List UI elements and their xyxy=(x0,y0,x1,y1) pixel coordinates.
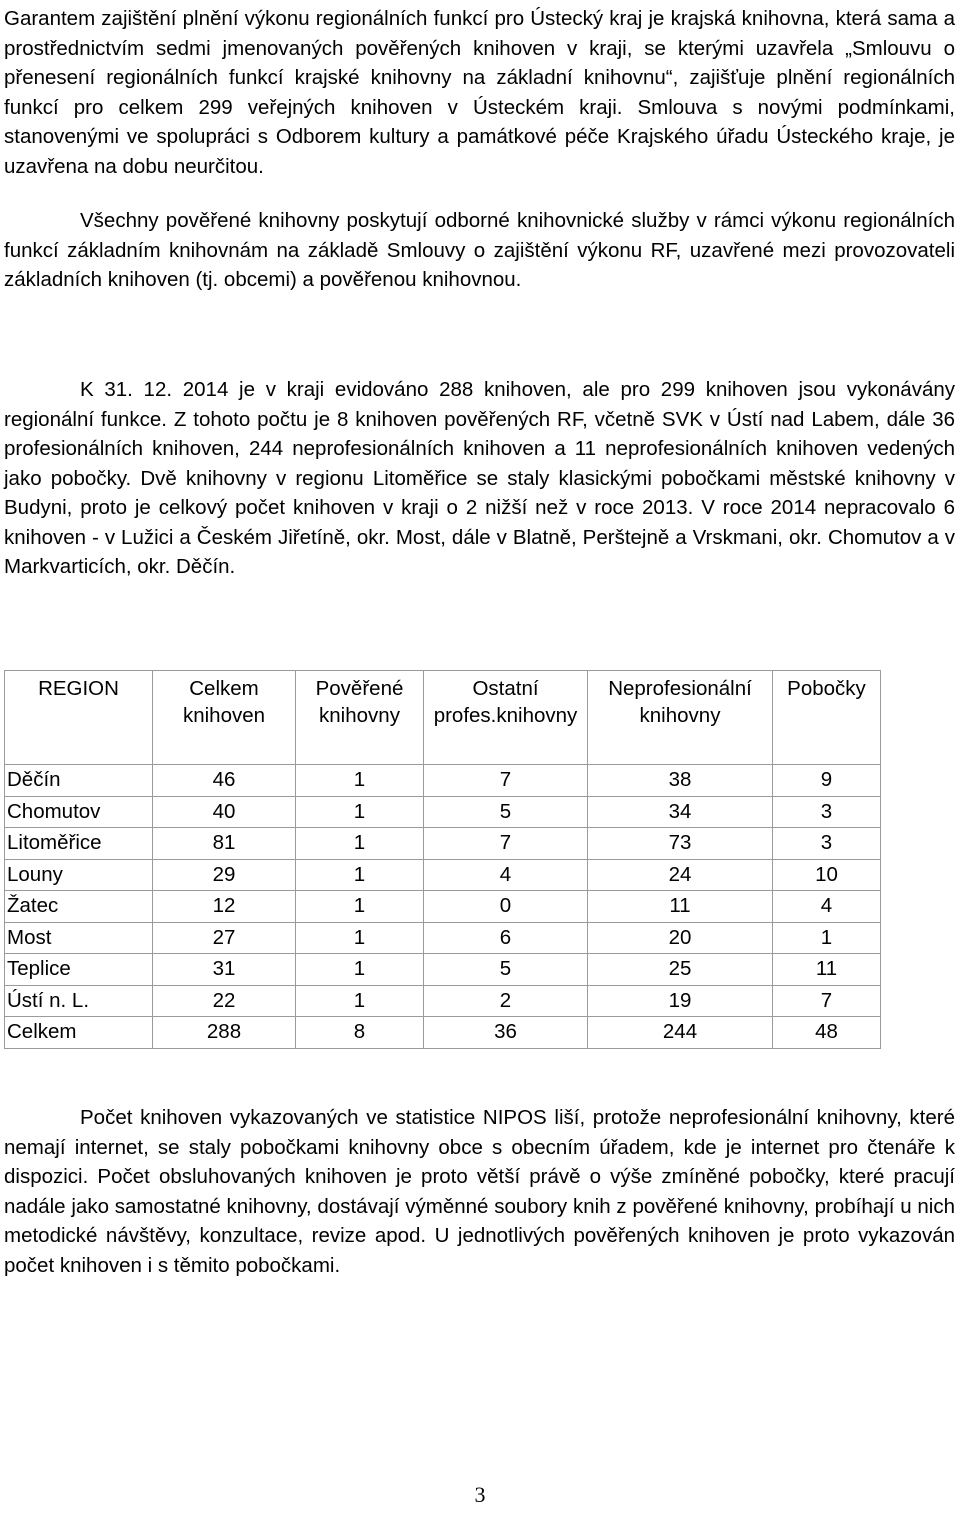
table-row xyxy=(5,1017,881,1049)
value-cell: 1 xyxy=(296,828,424,860)
page-number: 3 xyxy=(474,1482,486,1507)
value-cell: 38 xyxy=(588,765,773,797)
value-cell: 3 xyxy=(773,828,881,860)
header-total-libraries: Celkem knihoven xyxy=(153,671,296,765)
header-other-professional: Ostatní profes.knihovny xyxy=(424,671,588,765)
paragraph-library-counts: K 31. 12. 2014 je v kraji evidováno 288 knihoven, ale pro 299 knihoven jsou vykonávány regionální funkce. Z tohoto počtu je 8 knihoven pověřených RF, včetně SVK v Ústí nad Labem, dále 36 profesionálních knihoven, 244 neprofesionálních knihoven a 11 neprofesionálních knihoven vedených jako pobočky. Dvě knihovny v regionu Litoměřice se staly klasickými pobočkami městské knihovny v Budyni, proto je celkový počet knihoven v kraji o 2 nižší než v roce 2013. V roce 2014 nepracovalo 6 knihoven - v Lužici a Českém Jiřetíně, okr. Most, dále v Blatně, Perštejně a Vrskmani, okr. Chomutov a v Markvarticích, okr. Děčín. xyxy=(4,378,955,578)
value-cell: 31 xyxy=(153,954,296,986)
value-cell: 73 xyxy=(588,828,773,860)
table-row xyxy=(5,765,881,797)
value-cell: 46 xyxy=(153,765,296,797)
table-header-row xyxy=(5,671,881,765)
value-cell: 7 xyxy=(424,765,588,797)
value-cell: 10 xyxy=(773,859,881,891)
value-cell: 1 xyxy=(296,796,424,828)
value-cell: 1 xyxy=(296,765,424,797)
value-cell: 19 xyxy=(588,985,773,1017)
header-region: REGION xyxy=(5,671,153,765)
value-cell: 11 xyxy=(773,954,881,986)
header-branches: Pobočky xyxy=(773,671,881,765)
value-cell: 1 xyxy=(296,891,424,923)
region-name-cell: Most xyxy=(5,922,153,954)
value-cell: 11 xyxy=(588,891,773,923)
value-cell: 81 xyxy=(153,828,296,860)
region-name-cell: Celkem xyxy=(5,1017,153,1049)
value-cell: 1 xyxy=(296,922,424,954)
value-cell: 2 xyxy=(424,985,588,1017)
value-cell: 1 xyxy=(296,985,424,1017)
value-cell: 3 xyxy=(773,796,881,828)
table-body xyxy=(5,765,881,1049)
value-cell: 7 xyxy=(773,985,881,1017)
library-statistics-table xyxy=(4,670,881,1049)
value-cell: 25 xyxy=(588,954,773,986)
value-cell: 5 xyxy=(424,954,588,986)
region-name-cell: Děčín xyxy=(5,765,153,797)
region-name-cell: Ústí n. L. xyxy=(5,985,153,1017)
table-row xyxy=(5,859,881,891)
paragraph-nipos-statistics: Počet knihoven vykazovaných ve statistice NIPOS liší, protože neprofesionální knihovny, které nemají internet, se staly pobočkami knihovny obce s obecním úřadem, kde je internet pro čtenáře k dispozici. Počet obsluhovaných knihoven je proto větší právě o výše zmíněné pobočky, které pracují nadále jako samostatné knihovny, dostávají výměnné soubory knih z pověřené knihovny, probíhají u nich metodické návštěvy, konzultace, revize apod. U jednotlivých pověřených knihoven je proto vykazován počet knihoven i s těmito pobočkami. xyxy=(4,1106,955,1277)
value-cell: 24 xyxy=(588,859,773,891)
value-cell: 0 xyxy=(424,891,588,923)
value-cell: 4 xyxy=(773,891,881,923)
value-cell: 22 xyxy=(153,985,296,1017)
value-cell: 34 xyxy=(588,796,773,828)
table-row xyxy=(5,985,881,1017)
value-cell: 1 xyxy=(773,922,881,954)
value-cell: 6 xyxy=(424,922,588,954)
value-cell: 29 xyxy=(153,859,296,891)
region-name-cell: Louny xyxy=(5,859,153,891)
table-row xyxy=(5,922,881,954)
value-cell: 1 xyxy=(296,954,424,986)
value-cell: 48 xyxy=(773,1017,881,1049)
table-row xyxy=(5,796,881,828)
header-delegated-libraries: Pověřené knihovny xyxy=(296,671,424,765)
value-cell: 4 xyxy=(424,859,588,891)
value-cell: 5 xyxy=(424,796,588,828)
table-row xyxy=(5,891,881,923)
value-cell: 12 xyxy=(153,891,296,923)
value-cell: 36 xyxy=(424,1017,588,1049)
paragraph-regional-functions: Garantem zajištění plnění výkonu regionálních funkcí pro Ústecký kraj je krajská knihovna, která sama a prostřednictvím sedmi jmenovaných pověřených knihoven v kraji, se kterými uzavřela „Smlouvu o přenesení regionálních funkcí krajské knihovny na základní knihovnu“, zajišťuje plnění regionálních funkcí pro celkem 299 veřejných knihoven v Ústeckém kraji. Smlouva s novými podmínkami, stanovenými ve spolupráci s Odborem kultury a památkové péče Krajského úřadu Ústeckého kraje, je uzavřena na dobu neurčitou. xyxy=(4,7,955,178)
value-cell: 7 xyxy=(424,828,588,860)
value-cell: 27 xyxy=(153,922,296,954)
value-cell: 1 xyxy=(296,859,424,891)
value-cell: 9 xyxy=(773,765,881,797)
value-cell: 20 xyxy=(588,922,773,954)
value-cell: 8 xyxy=(296,1017,424,1049)
region-name-cell: Chomutov xyxy=(5,796,153,828)
value-cell: 244 xyxy=(588,1017,773,1049)
table-row xyxy=(5,828,881,860)
table-row xyxy=(5,954,881,986)
region-name-cell: Litoměřice xyxy=(5,828,153,860)
value-cell: 40 xyxy=(153,796,296,828)
paragraph-delegated-libraries: Všechny pověřené knihovny poskytují odborné knihovnické služby v rámci výkonu regionálních funkcí základním knihovnám na základě Smlouvy o zajištění výkonu RF, uzavřené mezi provozovateli základních knihoven (tj. obcemi) a pověřenou knihovnou. xyxy=(4,209,955,291)
header-non-professional: Neprofesionální knihovny xyxy=(588,671,773,765)
region-name-cell: Teplice xyxy=(5,954,153,986)
value-cell: 288 xyxy=(153,1017,296,1049)
region-name-cell: Žatec xyxy=(5,891,153,923)
